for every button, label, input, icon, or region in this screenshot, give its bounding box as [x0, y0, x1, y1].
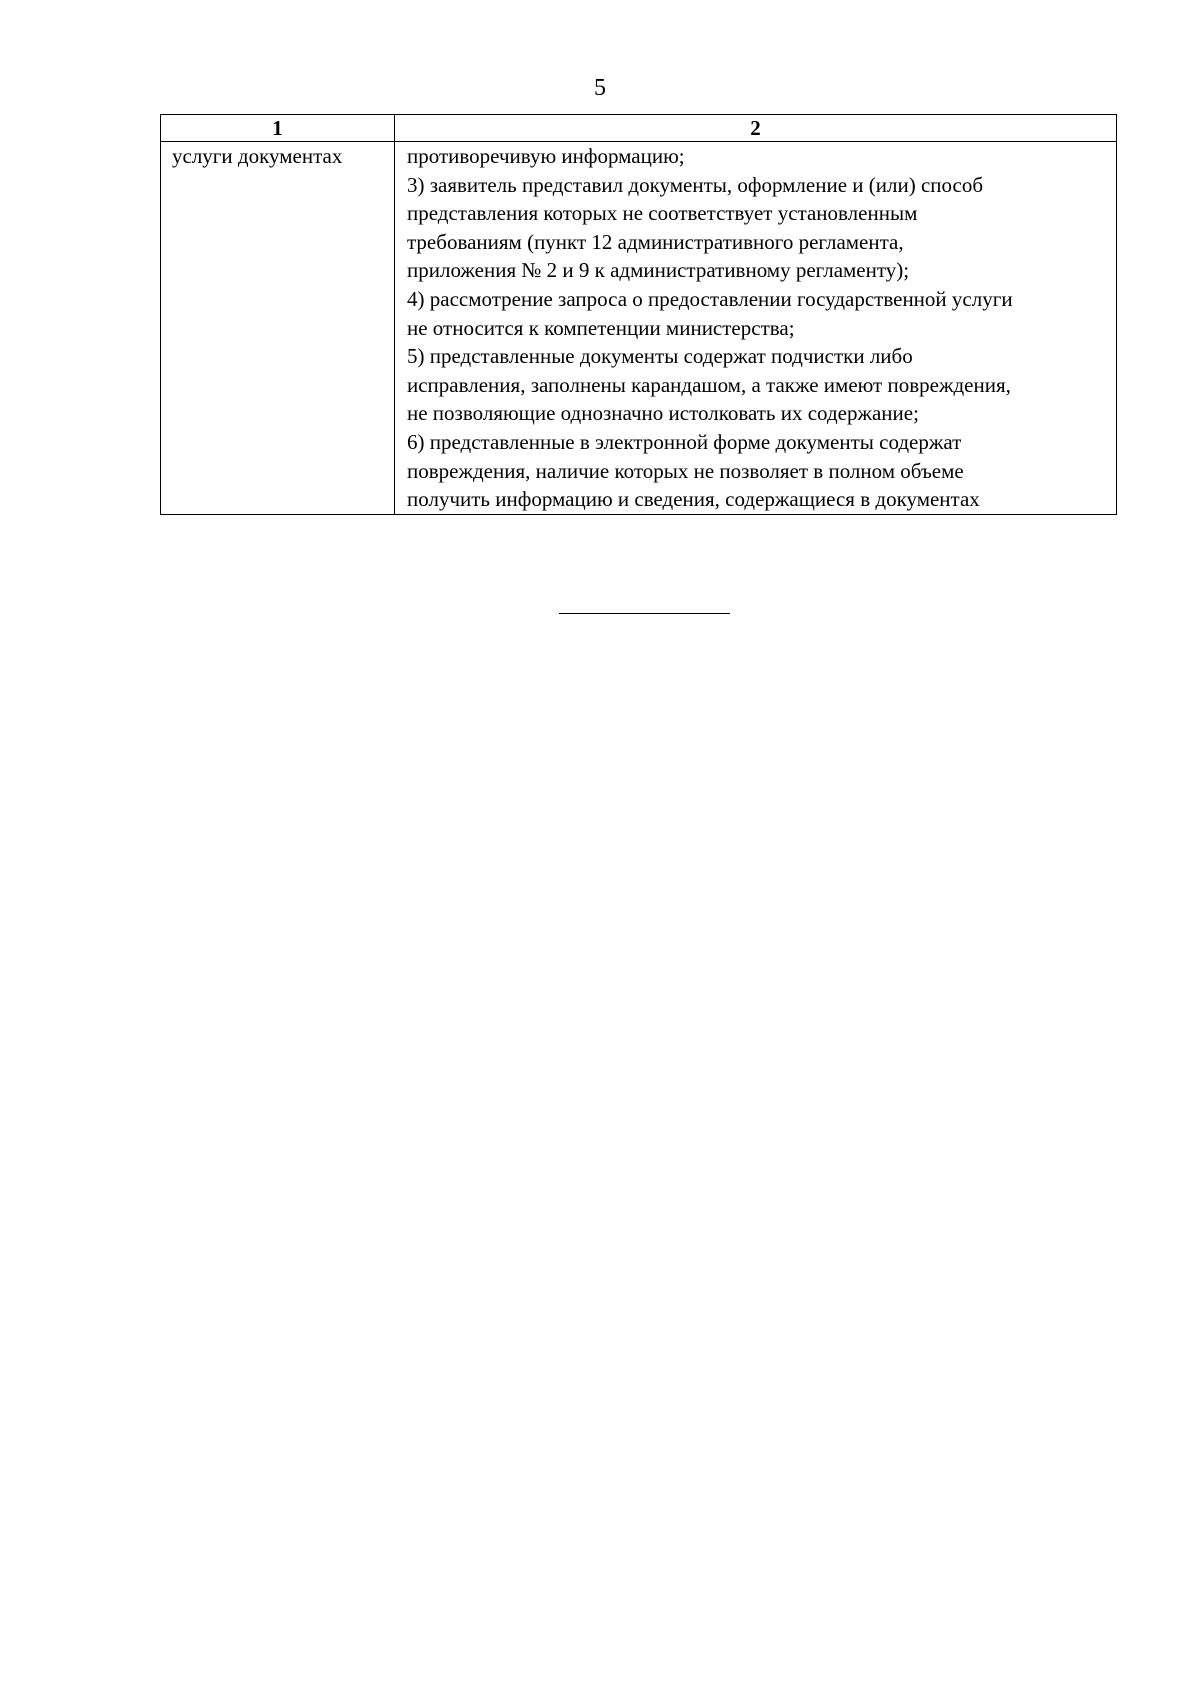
cell-col1-text: услуги документах: [172, 144, 343, 168]
cell-col2-line: получить информацию и сведения, содержащиеся в документах: [407, 487, 980, 512]
cell-col2-line: требованиям (пункт 12 административного регламента,: [407, 229, 904, 254]
cell-col2-line: приложения № 2 и 9 к административному регламенту);: [407, 258, 910, 283]
end-divider: [559, 613, 730, 614]
cell-col2-line: 5) представленные документы содержат подчистки либо: [407, 344, 913, 369]
table-header-row: [161, 115, 1117, 142]
column-header-2: 2: [395, 115, 1117, 142]
cell-col2-line: не позволяющие однозначно истолковать их содержание;: [407, 401, 919, 426]
cell-col2-line: 4) рассмотрение запроса о предоставлении государственной услуги: [407, 286, 1013, 311]
cell-col2-line: не относится к компетенции министерства;: [407, 315, 795, 340]
cell-col2-line: исправления, заполнены карандашом, а также имеют повреждения,: [407, 372, 1011, 397]
cell-col2-line: 6) представленные в электронной форме документы содержат: [407, 429, 962, 454]
table-cell-col1: [161, 142, 395, 515]
cell-col2-line: представления которых не соответствует установленным: [407, 201, 918, 226]
column-header-1: 1: [161, 115, 395, 142]
table-cell-col2: [395, 142, 1117, 515]
page-number: 5: [594, 75, 606, 101]
requirements-table: [160, 114, 1117, 515]
table-row: [161, 142, 1117, 515]
cell-col2-line: 3) заявитель представил документы, оформление и (или) способ: [407, 172, 984, 197]
cell-col2-line: повреждения, наличие которых не позволяет в полном объеме: [407, 458, 964, 483]
cell-col2-line: противоречивую информацию;: [407, 144, 685, 168]
